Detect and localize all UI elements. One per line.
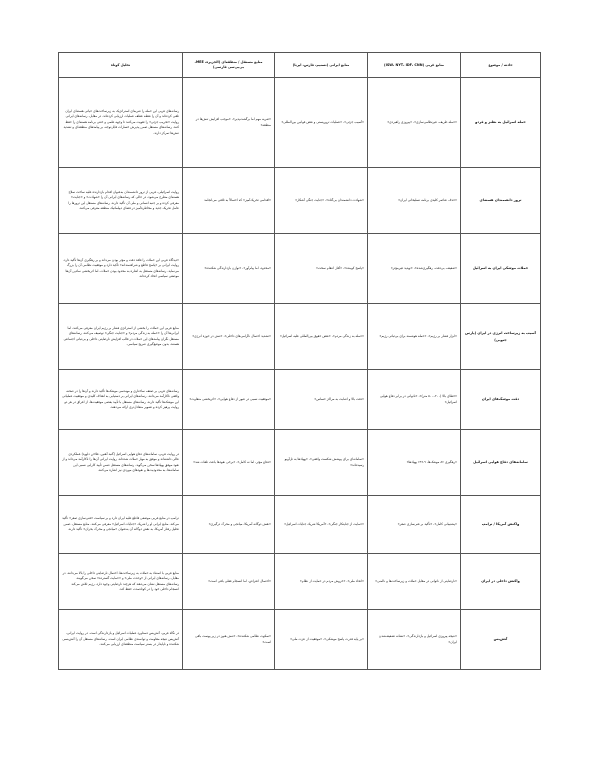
- table-row: [59, 610, 541, 670]
- row-independent-sources: «موفقیت نسبی در عبور از دفاع هوایی»، «اثربخشی متفاوت»: [183, 370, 275, 430]
- row-iranian-sources: «بر پایه قدرت پاسخ موشکی»، «موفقیت از عزت ملی»: [275, 610, 368, 670]
- row-iranian-sources: «حمایت از جنایتکار جنگی»، «آمریکا شریک جنایات اسرائیل»: [275, 496, 368, 554]
- table-header-row: [59, 53, 541, 78]
- row-western-sources: «ضعیف، بی‌دقت، رهگیری‌شده»، «تهدید غیرمؤثر»: [368, 234, 461, 304]
- row-western-sources: «پشتیبانی کامل»، «تأکید بر غنی‌سازی صفر»: [368, 496, 461, 554]
- row-topic: حملات موشکی ایران به اسرائیل: [461, 234, 541, 304]
- table-row: [59, 304, 541, 370]
- table-row: [59, 78, 541, 168]
- row-analysis: ترامپ در منابع غربی موضعی قاطع علیه ایران دارد و بر سیاست «غنی‌سازی صفر» تأکید می‌کند. منابع ایرانی او را شریک «جنایات اسرائیل» معرفی می‌کنند. منابع مستقل، ضمن تحلیل رفتار آمریکا، به نقش دوگانه آن به‌عنوان «میانجی و محرک بحران» تأکید دارند.: [59, 496, 183, 554]
- row-western-sources: «رهگیری ۸۶ موشک‌ها، ۹۹.۹٪ پهپادها»: [368, 430, 461, 496]
- table-row: [59, 430, 541, 496]
- row-iranian-sources: «آسیب جزئی»، «عملیات تروریستی و نقض قوانین بین‌المللی»: [275, 78, 368, 168]
- row-analysis: منابع غربی با استناد به حملات به زیرساخت‌ها، احتمال نارضایتی داخلی را بالا می‌دانند. در مقابل، رسانه‌های ایرانی از «وحدت ملی» و «حمایت گسترده» سخن می‌گویند. رسانه‌های مستقل نشان می‌دهند که هرچند نارضایتی وجود دارد، رژیم تلاش می‌کند انسجام داخلی خود را در کوتاه‌مدت حفظ کند.: [59, 554, 183, 610]
- row-independent-sources: «محدود، اما پیام‌آور»، «توازن بازدارندگی شکننده»: [183, 234, 275, 304]
- row-independent-sources: «دفاع مؤثر، اما نه کامل»، «برخی نفوذها باعث تلفات شد»: [183, 430, 275, 496]
- row-independent-sources: «نقش دوگانه آمریکا، میانجی و محرک درگیری»: [183, 496, 275, 554]
- row-western-sources: «حمله ظریف، غیرنظامی‌سازی»، «پیروزی راهبردی»: [368, 78, 461, 168]
- row-topic: آتش‌بس: [461, 610, 541, 670]
- row-independent-sources: «ضربه مهم اما برگشت‌پذیر»، «موجب افزایش تنش‌ها در منطقه»: [183, 78, 275, 168]
- row-independent-sources: «سکوت نظامی شکننده»، «تنش هنوز در زیر پوست باقی است»: [183, 610, 275, 670]
- row-topic: حمله اسرائیل به نطنز و فردو: [461, 78, 541, 168]
- row-iranian-sources: «سامانه‌ای برای پوشش شکست واقعی»، «پهپادها به تل‌آویو رسیده‌اند»: [275, 430, 368, 496]
- row-analysis: رسانه‌های غربی بر ضعف ساختاری و مهندسی موشک‌ها تأکید دارند و آن‌ها را در صحنه واقعی ناکارآمد می‌دانند. رسانه‌های ایرانی بر دستیابی به اهداف کلیدی و موفقیت عملیاتی این موشک‌ها تأکید دارند. رسانه‌های مستقل با تأیید بعضی موفقیت‌ها، از اغراق در هر دو روایت پرهیز کرده و تصویر متعادل‌تری ارائه می‌دهند.: [59, 370, 183, 430]
- table-row: [59, 496, 541, 554]
- row-topic: ترور دانشمندان هسته‌ای: [461, 168, 541, 234]
- header-iranian-sources: منابع ایرانی (تسنیم، فارس، ایرنا): [275, 53, 368, 78]
- row-topic: واکنش آمریکا / ترامپ: [461, 496, 541, 554]
- row-western-sources: «حذف عناصر کلیدی برنامه تسلیحاتی ایران»: [368, 168, 461, 234]
- table-body: [59, 78, 541, 670]
- header-western-sources: منابع غربی (ISW، NYT، IDF، CNN): [368, 53, 461, 78]
- row-topic: دقت موشک‌های ایران: [461, 370, 541, 430]
- row-analysis: روایت اسرائیلی، غربی از ترور دانشمندان به‌عنوان اقدام بازدارنده علیه ساخت سلاح هسته‌ای مطرح می‌شود، در حالی که رسانه‌های ایرانی آن را «شهادت» و «جنایت» معرفی کرده و بر جنبه انسانی و ملی آن تأکید دارند. رسانه‌های مستقل این ترورها را عامل تحریک جدید و مخاطره‌آمیز در فضای دیپلماتیک منطقه معرفی می‌کنند.: [59, 168, 183, 234]
- row-western-sources: «خطای بالا (۲۰۰–۵۰۰ متر)»، «ناتوانی در برابر دفاع هوایی اسرائیل»: [368, 370, 461, 430]
- row-analysis: «دیدگاه غربی این حملات را فاقد دقت و مؤثر بودن می‌داند و بر رهگیری آن‌ها تأکید دارد. روایت ایرانی بر «پاسخ قاطع و شرافتمندانه» تأکید دارد و موفقیت نظامی آن را بزرگ می‌نماید. رسانه‌های مستقل به اشاره به محدود بودن حملات، اما اثربخشی نمادین آن‌ها موضعی سیاسی اتخاذ کرده‌اند.: [59, 234, 183, 304]
- row-western-sources: «ابزار فشار بر رژیم»، «حمله هوشمند برای بی‌ثباتی رژیم»: [368, 304, 461, 370]
- row-western-sources: «نتیجه پیروزی اسرائیل و بازدارندگی»، «نشانه تضعیف‌شدن ایران»: [368, 610, 461, 670]
- comparison-table: [58, 52, 541, 670]
- row-iranian-sources: «شهادت دانشمندان بی‌گناه»، «جنایت جنگی آشکار»: [275, 168, 368, 234]
- row-analysis: رسانه‌های غربی این حمله را ضربه‌ای استراتژیک به زیرساخت‌های حیاتی هسته‌ای ایران تلقی کرده‌اند و آن را نقطه عطف عملیات ارزیابی کرده‌اند. در مقابل، رسانه‌های ایرانی روایت «تخریب جزئی» را تقویت می‌کنند تا وجهه علمی و خنثی برنامه هسته‌ای را حفظ کنند. رسانه‌های مستقل ضمن پذیرش خسارات قابل‌توجه، بر پیامدهای منطقه‌ای و تشدید تنش‌ها تمرکز دارند.: [59, 78, 183, 168]
- row-analysis: منابع غربی این حملات را بخشی از استراتژی فشار بر رژیم ایران معرفی می‌کنند، اما ایرانی‌ها آن را «حمله به زندگی مردم» و «جنایت جنگی» توصیف می‌کنند. رسانه‌های مستقل نگران پیامدهای این حملات در قالب افزایش نارضایتی داخلی و بی‌ثباتی اجتماعی هستند، بدون موضع‌گیری صریح سیاسی.: [59, 304, 183, 370]
- row-analysis: در نگاه غربی، آتش‌بس دستاورد عملیات اسرائیل و بازدارندگی است. در روایت ایرانی، آتش‌بس نتیجه مقاومت و توانمندی نظامی ایران است. رسانه‌های مستقل آن را آتش‌بسی شکننده و ناپایدار در بستر سیاست منطقه‌ای ارزیابی می‌کنند.: [59, 610, 183, 670]
- row-iranian-sources: «پاسخ کوبنده»، «آغاز انتقام سخت»: [275, 234, 368, 304]
- row-western-sources: «نارضایتی از ناتوانی در مقابل حملات و زیرساخت‌ها و ناامنی»: [368, 554, 461, 610]
- row-iranian-sources: «حمله به زندگی مردم»، «نقض حقوق بین‌المللی علیه اسرائیل»: [275, 304, 368, 370]
- row-topic: سامانه‌های دفاع هوایی اسرائیل: [461, 430, 541, 496]
- row-analysis: در روایت غربی، سامانه‌های دفاع هوایی اسرائیل (گنبد آهنین، فلاخن داوود) عملکردی عالی داشته‌اند و موفق به مهار حملات شده‌اند. روایت ایرانی آن‌ها را ناکارآمد می‌داند و از نفوذ موفق پهپادها سخن می‌گوید. رسانه‌های مستقل ضمن تأیید کارایی نسبی این سامانه‌ها، به محدودیت‌ها و نفوذهای موردی نیز اشاره می‌کنند.: [59, 430, 183, 496]
- table-row: [59, 234, 541, 304]
- table-row: [59, 554, 541, 610]
- row-independent-sources: «احتمال اعتراض، اما انسجام فعلی باقی است»: [183, 554, 275, 610]
- table-row: [59, 370, 541, 430]
- row-independent-sources: «اقدامی تحریک‌آمیز» که احتمالاً به تلافی می‌انجامد: [183, 168, 275, 234]
- header-independent-sources: منابع مستقل / منطقه‌ای (الجزیره، MEE، بی‌بی‌سی فارسی): [183, 53, 275, 78]
- table-row: [59, 168, 541, 234]
- header-topic: حادثه / موضوع: [461, 53, 541, 78]
- document-page: [58, 52, 540, 670]
- row-independent-sources: «تشدید احتمال ناآرامی‌های داخلی»، «تنش در حوزه انرژی»: [183, 304, 275, 370]
- row-iranian-sources: «دقت بالا و اصابت به مراکز حساس»: [275, 370, 368, 430]
- row-topic: آسیب به زیرساخت انرژی در ایران (پارس جنوبی): [461, 304, 541, 370]
- header-analysis: تحلیل کوتاه: [59, 53, 183, 78]
- row-iranian-sources: «اتحاد ملی»، «خروش مردم در حمایت از نظام»: [275, 554, 368, 610]
- row-topic: واکنش داخلی در ایران: [461, 554, 541, 610]
